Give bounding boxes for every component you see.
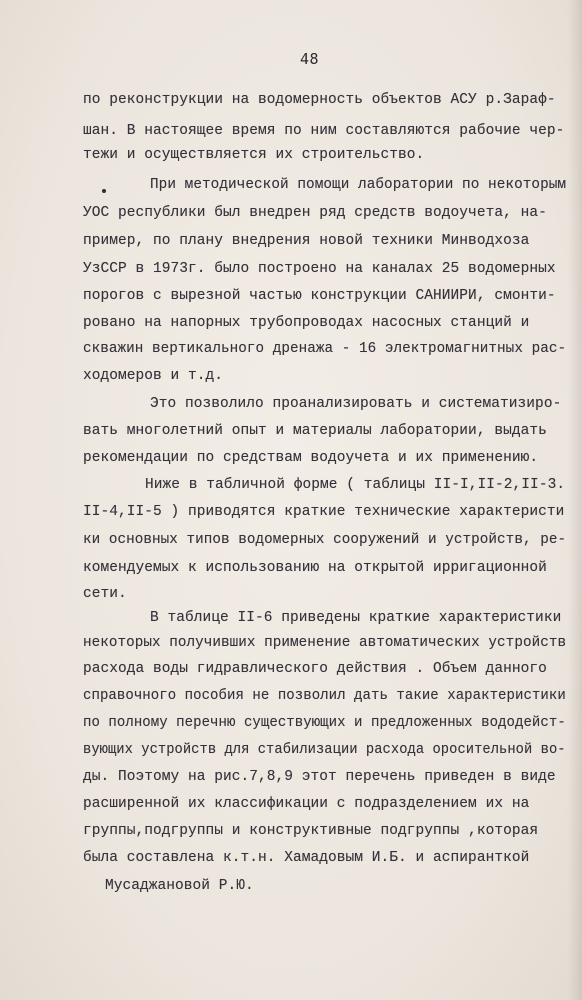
text-line: рекомендации по средствам водоучета и их применению. <box>83 450 539 466</box>
text-line: сети. <box>83 586 127 602</box>
text-line: УзССР в 1973г. было построено на каналах 25 водомерных <box>83 261 556 277</box>
text-line: была составлена к.т.н. Хамадовым И.Б. и аспиранткой <box>83 850 530 866</box>
text-line: комендуемых к использованию на открытой ирригационной <box>83 560 547 576</box>
text-line: тежи и осуществляется их строительство. <box>83 147 425 163</box>
text-line: пример, по плану внедрения новой техники Минводхоза <box>83 233 530 249</box>
text-line: УОС республики был внедрен ряд средств водоучета, на- <box>83 205 547 221</box>
text-line: Ниже в табличной форме ( таблицы II-I,II-2,II-3. <box>145 477 566 493</box>
text-line: ходомеров и т.д. <box>83 368 224 384</box>
page-number: 48 <box>300 50 320 68</box>
text-line: вующих устройств для стабилизации расхода оросительной во- <box>83 742 566 758</box>
text-line: ды. Поэтому на рис.7,8,9 этот перечень приведен в виде <box>83 769 556 785</box>
text-line: При методической помощи лаборатории по некоторым <box>150 177 567 193</box>
page-edge-shadow <box>568 0 582 1000</box>
text-line: скважин вертикального дренажа - 16 электромагнитных рас- <box>83 341 567 357</box>
text-line: порогов с вырезной частью конструкции САНИИРИ, смонти- <box>83 288 556 304</box>
text-line: Это позволило проанализировать и систематизиро- <box>150 396 562 412</box>
text-line: Мусаджановой Р.Ю. <box>105 878 254 894</box>
text-line: группы,подгруппы и конструктивные подгруппы ,которая <box>83 823 539 839</box>
text-line: ровано на напорных трубопроводах насосных станций и <box>83 315 530 331</box>
text-line: по реконструкции на водомерность объектов АСУ р.Зараф- <box>83 92 556 108</box>
ink-dot <box>102 189 106 193</box>
text-line: расширенной их классификации с подразделением их на <box>83 796 530 812</box>
text-line: II-4,II-5 ) приводятся краткие технические характеристи <box>83 504 565 520</box>
text-line: расхода воды гидравлического действия . Объем данного <box>83 661 547 677</box>
text-line: справочного пособия не позволил дать такие характеристики <box>83 688 566 704</box>
text-line: В таблице II-6 приведены краткие характеристики <box>150 610 562 626</box>
text-line: вать многолетний опыт и материалы лаборатории, выдать <box>83 423 547 439</box>
text-line: некоторых получивших применение автоматических устройств <box>83 635 567 651</box>
text-line: по полному перечню существующих и предложенных вододейст- <box>83 715 566 731</box>
text-line: шан. В настоящее время по ним составляются рабочие чер- <box>83 123 565 139</box>
text-line: ки основных типов водомерных сооружений и устройств, ре- <box>83 532 567 548</box>
